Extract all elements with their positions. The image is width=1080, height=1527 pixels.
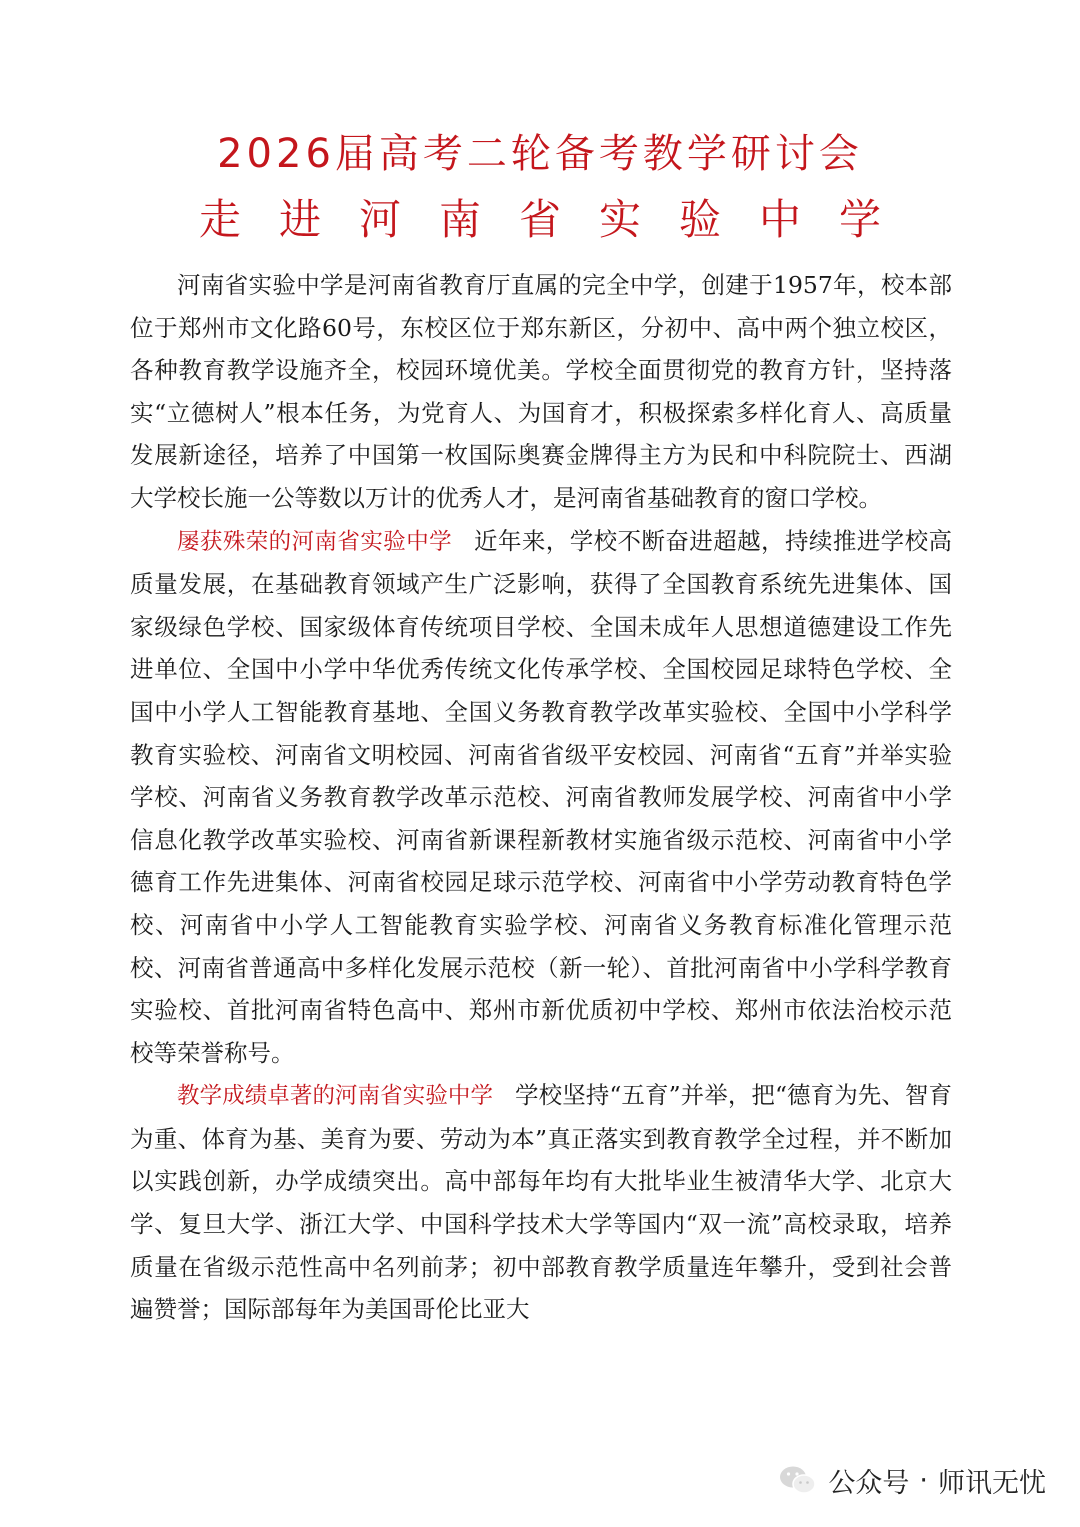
section-heading-honors: 屡获殊荣的河南省实验中学 [177,528,453,555]
paragraph-text: 河南省实验中学是河南省教育厅直属的完全中学，创建于1957年，校本部位于郑州市文化路60号，东校区位于郑东新区，分初中、高中两个独立校区，各种教育教学设施齐全，校园环境优美。学校全面贯彻党的教育方针，坚持落实“立德树人”根本任务，为党育人、为国育才，积极探索多样化育人、高质量发展新途径，培养了中国第一枚国际奥赛金牌得主方为民和中科院院士、西湖大学校长施一公等数以万计的优秀人才，是河南省基础教育的窗口学校。 [130,271,952,512]
footer-label: 公众号 [828,1467,910,1499]
paragraph-achievements [130,1074,952,1331]
paragraph-text: 学校坚持“五育”并举，把“德育为先、智育为重、体育为基、美育为要、劳动为本”真正落实到教育教学全过程，并不断加以实践创新，办学成绩突出。高中部每年均有大批毕业生被清华大学、北京大学、复旦大学、浙江大学、中国科学技术大学等国内“双一流”高校录取，培养质量在省级示范性高中名列前茅；初中部教育教学质量连年攀升，受到社会普遍赞誉；国际部每年为美国哥伦比亚大 [130,1081,952,1324]
paragraph-intro [130,264,952,520]
watermark-footer [778,1458,1046,1502]
page-title: 2026届高考二轮备考教学研讨会 [217,131,863,177]
section-heading-achievements: 教学成绩卓著的河南省实验中学 [177,1083,494,1110]
page-subtitle: 走进河南省实验中学 [198,195,919,244]
paragraph-text: 近年来，学校不断奋进超越，持续推进学校高质量发展，在基础教育领域产生广泛影响，获得了全国教育系统先进集体、国家级绿色学校、国家级体育传统项目学校、全国未成年人思想道德建设工作先进单位、全国中小学中华优秀传统文化传承学校、全国校园足球特色学校、全国中小学人工智能教育基地、全国义务教育教学改革实验校、全国中小学科学教育实验校、河南省文明校园、河南省省级平安校园、河南省“五育”并举实验学校、河南省义务教育教学改革示范校、河南省教师发展学校、河南省中小学信息化教学改革实验校、河南省新课程新教材实施省级示范校、河南省中小学德育工作先进集体、河南省校园足球示范学校、河南省中小学劳动教育特色学校、河南省中小学人工智能教育实验学校、河南省义务教育标准化管理示范校、河南省普通高中多样化发展示范校（新一轮）、首批河南省中小学科学教育实验校、首批河南省特色高中、郑州市新优质初中学校、郑州市依法治校示范校等荣誉称号。 [130,526,952,1067]
article-body [130,264,952,1331]
footer-separator: · [919,1464,928,1496]
wechat-icon [778,1464,818,1496]
footer-account: 师讯无忧 [938,1467,1046,1499]
paragraph-honors [130,520,952,1075]
